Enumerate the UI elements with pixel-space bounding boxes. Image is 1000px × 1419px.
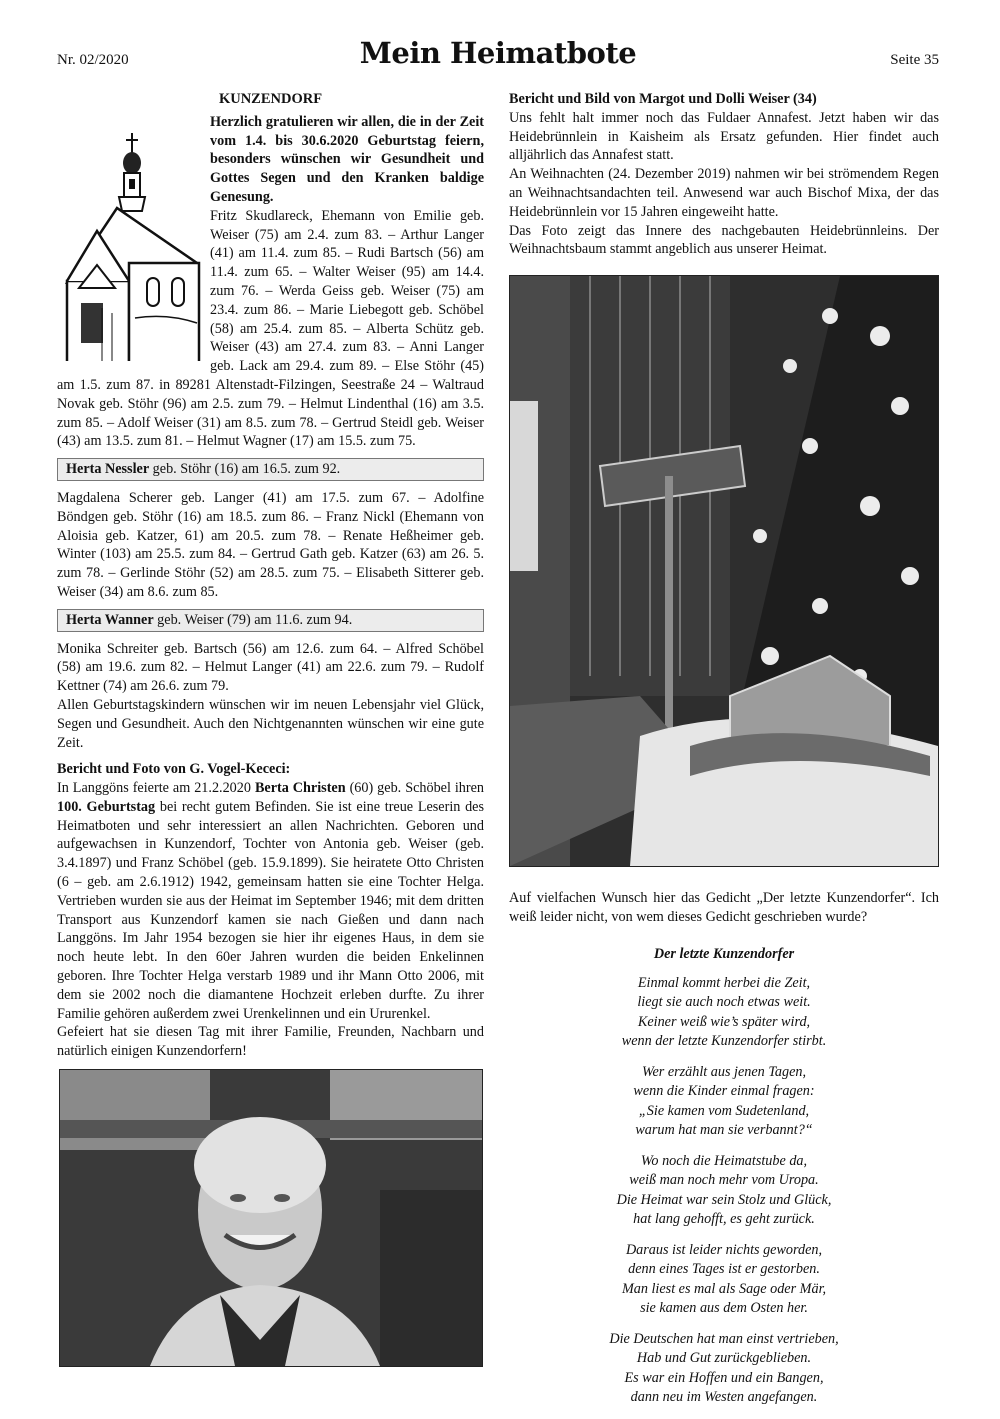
birthday-list-may: Magdalena Scherer geb. Langer (41) am 17.5. zum 67. – Adolfine Böndgen geb. Stöhr (16) am 18.5. zum 86. – Franz Nickl (Ehemann von Aloisia geb. Katzer, 61) am 20.5. zum 78. – Renate Heßheimer geb. Winter (103) am 25.5. zum 84. – Gertrud Gath geb. Katzer (63) am 26. 5. zum 78. – Gerlinde Stöhr (52) am 28.5. zum 75. – Elisabeth Sitterer geb. Weiser (34) am 8.6. zum 85. [57, 489, 484, 600]
poem-title: Der letzte Kunzendorfer [653, 945, 795, 962]
section-heading: KUNZENDORF [218, 91, 323, 107]
right-paragraph-1: Uns fehlt halt immer noch das Fuldaer Annafest. Jetzt haben wir das Heidebrünnlein in Kaisheim als Ersatz gefunden. Hier findet auch alljährlich das Annafest statt. [509, 109, 939, 164]
poem-stanza [509, 1330, 939, 1408]
poem-line: wenn die Kinder einmal fragen: [633, 1083, 815, 1100]
poem-line: weiß man noch mehr vom Uropa. [629, 1172, 819, 1189]
poem-line: hat lang gehofft, es geht zurück. [633, 1211, 815, 1228]
photo-berta-christen [59, 1069, 483, 1367]
poem-intro: Auf vielfachen Wunsch hier das Gedicht „Der letzte Kunzendorfer“. Ich weiß leider nicht, von wem dieses Gedicht geschrieben wurde? [509, 890, 939, 925]
church-illustration [57, 113, 207, 361]
right-report-heading: Bericht und Bild von Margot und Dolli Weiser (34) [509, 91, 817, 107]
poem-line: denn eines Tages ist er gestorben. [628, 1261, 820, 1278]
report-closing: Gefeiert hat sie diesen Tag mit ihrer Familie, Freunden, Nachbarn und natürlich einigen Kunzendorfern! [57, 1024, 484, 1060]
photo-christmas-tree [509, 275, 939, 867]
poem-line: Die Heimat war sein Stolz und Glück, [616, 1191, 832, 1208]
page-header [57, 36, 939, 82]
poem-line: sie kamen aus dem Osten her. [640, 1300, 808, 1317]
poem-line: liegt sie auch noch etwas weit. [637, 994, 811, 1011]
report-text: In Langgöns feierte am 21.2.2020 Berta Christen (60) geb. Schöbel ihren 100. Geburtstag bei recht gutem Befinden. Sie ist eine treue Leserin des Heimatboten und sehr interessiert an allen Nachrichten. Geboren und aufgewachsen in Kunzendorf, Tochter von Antonia geb. Weiser (geb. 3.4.1897) und Franz Schöbel (geb. 15.9.1899). Sie heiratete Otto Christen (6 – geb. am 2.6.1912) 1942, gemeinsam hatten sie eine Tochter Helga. Vertrieben wurden sie aus der Heimat im September 1946; mit dem dritten Transport aus Kunzendorf kamen sie nach Gießen und dann nach Langgöns. Im Jahr 1954 bezogen sie hier ihr eigenes Haus, in dem sie noch heute lebt. In den 60er Jahren wurden die beiden Enkelinnen geboren. Ihre Tochter Helga verstarb 1989 und ihr Mann Otto 2006, mit dem sie 2002 noch die diamantene Hochzeit erleben durfte. Zu ihrer Familie gehören außerdem zwei Urenkelinnen und ein Ururenkel. [57, 780, 485, 1022]
right-paragraph-2: An Weihnachten (24. Dezember 2019) nahmen wir bei strömendem Regen an Weihnachtsandachten teil. Anwesend war auch Bischof Mixa, der das Heidebrünnlein vor 15 Jahren eingeweiht hatte. [509, 166, 939, 220]
masthead-logo: Mein Heimatbote [359, 36, 637, 70]
highlight-name: Herta Wanner [66, 611, 154, 628]
poem-line: warum hat man sie verbannt?“ [635, 1122, 813, 1139]
right-column [509, 90, 939, 1419]
highlight-name: Herta Nessler [66, 461, 150, 478]
poem-line: Keiner weiß wie’s später wird, [637, 1013, 811, 1030]
poem-line: „Sie kamen vom Sudetenland, [638, 1102, 810, 1119]
intro-greeting: Herzlich gratulieren wir allen, die in der Zeit vom 1.4. bis 30.6.2020 Geburtstag feiern, besonders wünschen wir Gesundheit und Gottes Segen und den Kranken baldige Genesung. [210, 113, 484, 205]
intro-block [57, 113, 484, 451]
poem-line: wenn der letzte Kunzendorfer stirbt. [621, 1033, 827, 1050]
poem-stanza [509, 1152, 939, 1230]
poem-line: Hab und Gut zurückgeblieben. [636, 1350, 812, 1367]
poem-stanza [509, 974, 939, 1052]
poem-line: dann neu im Westen angefangen. [630, 1389, 818, 1406]
left-column [57, 90, 484, 1367]
poem-line: Die Deutschen hat man einst vertrieben, [609, 1330, 839, 1347]
poem-line: Wer erzählt aus jenen Tagen, [641, 1063, 807, 1080]
highlight-text: geb. Weiser (79) am 11.6. zum 94. [153, 611, 353, 628]
highlight-box-nessler [57, 458, 484, 481]
poem [509, 974, 939, 1408]
poem-line: Daraus ist leider nichts geworden, [625, 1241, 823, 1258]
page-number: Seite 35 [890, 52, 939, 68]
issue-number: Nr. 02/2020 [57, 52, 129, 68]
birthday-wishes: Allen Geburtstagskindern wünschen wir im neuen Lebensjahr viel Glück, Segen und Gesundheit. Auch den Nichtgenannten wünschen wir eine gute Zeit. [57, 696, 484, 751]
poem-line: Wo noch die Heimatstube da, [640, 1152, 808, 1169]
highlight-text: geb. Stöhr (16) am 16.5. zum 92. [149, 461, 341, 478]
poem-line: Man liest es mal als Sage oder Mär, [621, 1280, 827, 1297]
highlight-box-wanner [57, 609, 484, 632]
poem-line: Es war ein Hoffen und ein Bangen, [624, 1369, 824, 1386]
poem-line: Einmal kommt herbei die Zeit, [637, 974, 811, 991]
report-heading: Bericht und Foto von G. Vogel-Kececi: [57, 761, 291, 778]
poem-stanza [509, 1063, 939, 1141]
birthday-list-april: Fritz Skudlareck, Ehemann von Emilie geb. Weiser (75) am 2.4. zum 83. – Arthur Langer (41) am 11.4. zum 85. – Rudi Bartsch (56) am 11.4. zum 65. – Walter Weiser (95) am 14.4. zum 76. – Werda Geiss geb. Weiser (75) am 23.4. zum 86. – Marie Liebegott geb. Schöbel (58) am 25.4. zum 85. – Alberta Schütz geb. Weiser (43) am 27.4. zum 83. – Anni Langer geb. Lack am 29.4. zum 89. – Else Stöhr (45) am 1.5. zum 87. in 89281 Altenstadt-Filzingen, Seestraße 24 – Waltraud Novak geb. Stöhr (96) am 2.5. zum 79. – Helmut Lindenthal (16) am 3.5. zum 85. – Adolf Weiser (31) am 8.5. zum 78. – Gertrud Steidl geb. Weiser (43) am 13.5. zum 81. – Helmut Wagner (17) am 15.5. zum 75. [57, 207, 484, 450]
birthday-list-june: Monika Schreiter geb. Bartsch (56) am 12.6. zum 64. – Alfred Schöbel (58) am 19.6. zum 82. – Helmut Langer (41) am 22.6. zum 79. – Rudolf Kettner (74) am 26.6. zum 79. [57, 640, 484, 695]
right-paragraph-3: Das Foto zeigt das Innere des nachgebauten Heidebrünnleins. Der Weihnachtsbaum stammt angeblich aus unserer Heimat. [509, 222, 939, 258]
poem-stanza [509, 1241, 939, 1319]
